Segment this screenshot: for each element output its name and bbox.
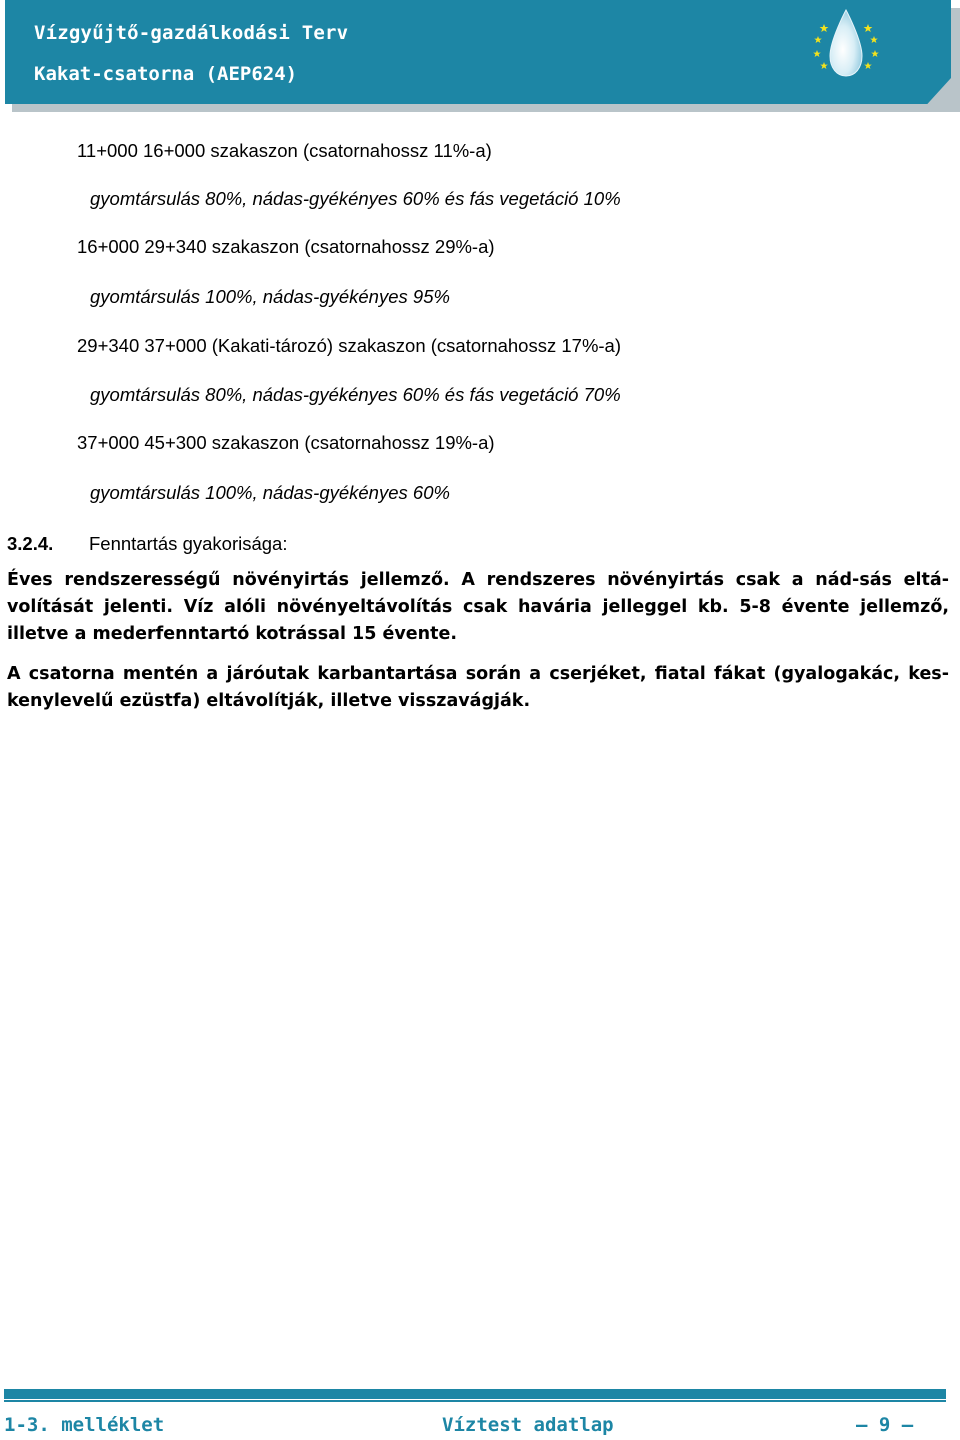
segment-range-3: 29+340 37+000 (Kakati-tározó) szakaszon (csatornahossz 17%-a) — [77, 335, 621, 356]
paragraph-line: A csatorna mentén a járóutak karbantartása során a cserjéket, fiatal fákat (gyalogakác, kes- — [7, 664, 949, 684]
paragraph-line: kenylevelű ezüstfa) eltávolítják, illetve visszavágják. — [7, 691, 531, 711]
section-heading — [7, 533, 287, 555]
footer-document-type: Víztest adatlap — [442, 1414, 614, 1436]
paragraph-line: volítását jelenti. Víz alóli növényeltávolítás csak havária jelleggel kb. 5-8 évente jellemző, — [7, 597, 949, 617]
segment-range-1: 11+000 16+000 szakaszon (csatornahossz 11%-a) — [77, 140, 492, 161]
water-drop-eu-stars-icon — [808, 6, 884, 86]
header-subtitle: Kakat-csatorna (AEP624) — [34, 63, 298, 85]
segment-vegetation-4: gyomtársulás 100%, nádas-gyékényes 60% — [90, 482, 450, 503]
paragraph-maintenance-frequency — [7, 567, 949, 648]
segment-vegetation-1: gyomtársulás 80%, nádas-gyékényes 60% és fás vegetáció 10% — [90, 188, 621, 209]
paragraph-path-maintenance — [7, 661, 949, 715]
footer-bar — [4, 1389, 946, 1399]
header-title: Vízgyűjtő-gazdálkodási Terv — [34, 22, 349, 44]
footer-page-number: – 9 – — [856, 1414, 914, 1436]
segment-vegetation-2: gyomtársulás 100%, nádas-gyékényes 95% — [90, 286, 450, 307]
segment-range-4: 37+000 45+300 szakaszon (csatornahossz 19%-a) — [77, 432, 495, 453]
section-number: 3.2.4. — [7, 533, 54, 554]
paragraph-line: Éves rendszerességű növényirtás jellemző. A rendszeres növényirtás csak a nád-sás eltá- — [7, 570, 949, 590]
segment-range-2: 16+000 29+340 szakaszon (csatornahossz 29%-a) — [77, 236, 495, 257]
segment-vegetation-3: gyomtársulás 80%, nádas-gyékényes 60% és fás vegetáció 70% — [90, 384, 621, 405]
paragraph-line: illetve a mederfenntartó kotrással 15 évente. — [7, 624, 457, 644]
section-title: Fenntartás gyakorisága: — [89, 533, 288, 554]
footer-annex-label: 1-3. melléklet — [4, 1414, 165, 1436]
footer-divider — [4, 1400, 946, 1402]
